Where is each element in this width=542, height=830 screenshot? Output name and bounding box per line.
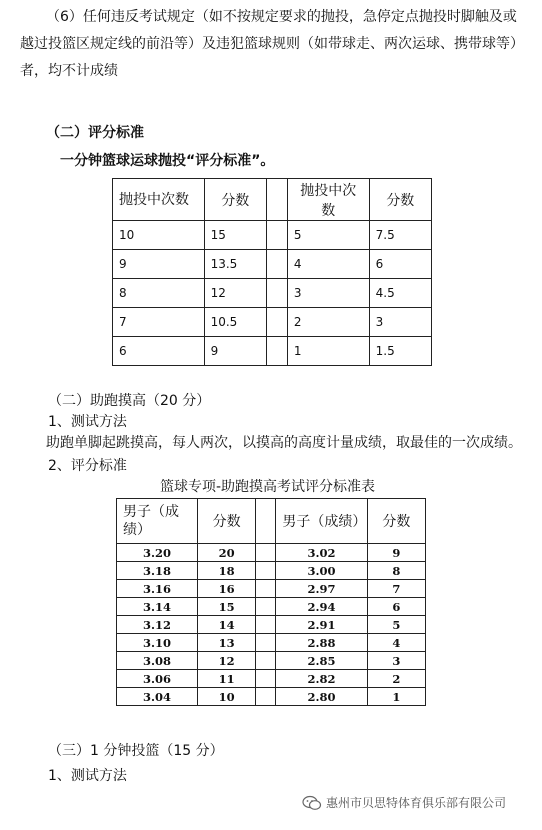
table-cell: 4 (287, 250, 369, 279)
column-gap (256, 616, 276, 634)
table-header: 抛投中次数 (113, 179, 205, 221)
table-cell: 10 (197, 688, 256, 706)
table-cell: 2.82 (276, 670, 367, 688)
table-cell: 11 (197, 670, 256, 688)
scoring-subheading: 一分钟篮球运球抛投“评分标准”。 (60, 153, 275, 169)
table-cell: 1 (287, 337, 369, 366)
jump-method-title: 1、测试方法 (48, 414, 127, 430)
table-cell: 3.08 (117, 652, 198, 670)
table-cell: 10 (113, 221, 205, 250)
table-cell: 12 (197, 652, 256, 670)
table-cell: 2.80 (276, 688, 367, 706)
table-cell: 3.02 (276, 544, 367, 562)
table-cell: 6 (367, 598, 425, 616)
table-cell: 12 (204, 279, 266, 308)
column-gap (267, 308, 288, 337)
wechat-icon (302, 795, 322, 811)
table-cell: 3.12 (117, 616, 198, 634)
table-cell: 15 (197, 598, 256, 616)
table-cell: 13 (197, 634, 256, 652)
table-cell: 3.10 (117, 634, 198, 652)
table-row (113, 279, 432, 308)
table-cell: 14 (197, 616, 256, 634)
jump-heading: （二）助跑摸高（20 分） (48, 393, 211, 409)
table-cell: 5 (287, 221, 369, 250)
column-gap (267, 337, 288, 366)
table-cell: 3.18 (117, 562, 198, 580)
table-cell: 15 (204, 221, 266, 250)
table-cell: 2.88 (276, 634, 367, 652)
table-cell: 8 (113, 279, 205, 308)
table-row (117, 616, 426, 634)
watermark (302, 794, 506, 811)
column-gap (256, 634, 276, 652)
table-cell: 2 (367, 670, 425, 688)
table-cell: 3.06 (117, 670, 198, 688)
table-cell: 7 (367, 580, 425, 598)
table-cell: 2.94 (276, 598, 367, 616)
column-gap (256, 598, 276, 616)
table-row (113, 308, 432, 337)
column-gap (256, 562, 276, 580)
table-header: 抛投中次数 (287, 179, 369, 221)
column-gap (256, 652, 276, 670)
intro-line-3: 者，均不计成绩 (20, 63, 118, 79)
table-cell: 2.85 (276, 652, 367, 670)
shot-heading: （三）1 分钟投篮（15 分） (48, 743, 224, 759)
table-row (117, 688, 426, 706)
throw-score-table (112, 178, 432, 366)
table-cell: 16 (197, 580, 256, 598)
table-row (117, 670, 426, 688)
table-cell: 20 (197, 544, 256, 562)
intro-line-2: 越过投篮区规定线的前沿等）及违犯篮球规则（如带球走、两次运球、携带球等） (20, 36, 524, 52)
column-gap (256, 544, 276, 562)
table-cell: 5 (367, 616, 425, 634)
table-row (117, 580, 426, 598)
table-cell: 9 (113, 250, 205, 279)
table-cell: 3.00 (276, 562, 367, 580)
column-gap (267, 250, 288, 279)
table-cell: 4.5 (369, 279, 431, 308)
column-gap (256, 670, 276, 688)
table-cell: 6 (369, 250, 431, 279)
table-row (117, 562, 426, 580)
table-header: 男子（成绩） (276, 499, 367, 544)
table-cell: 3.20 (117, 544, 198, 562)
table-row (113, 221, 432, 250)
table-row (113, 337, 432, 366)
watermark-text: 惠州市贝思特体育俱乐部有限公司 (326, 796, 507, 810)
table-cell: 3.16 (117, 580, 198, 598)
table-cell: 3 (369, 308, 431, 337)
table-cell: 3 (367, 652, 425, 670)
table-cell: 2.97 (276, 580, 367, 598)
table-cell: 2.91 (276, 616, 367, 634)
table-cell: 9 (367, 544, 425, 562)
jump-method-text: 助跑单脚起跳摸高，每人两次，以摸高的高度计量成绩，取最佳的一次成绩。 (46, 435, 522, 451)
table-row (117, 634, 426, 652)
table-cell: 1.5 (369, 337, 431, 366)
scoring-heading: （二）评分标准 (46, 125, 144, 141)
column-gap (267, 221, 288, 250)
jump-standard-title: 2、评分标准 (48, 458, 127, 474)
table-cell: 9 (204, 337, 266, 366)
table-cell: 7.5 (369, 221, 431, 250)
column-gap (256, 499, 276, 544)
table-cell: 10.5 (204, 308, 266, 337)
table-cell: 2 (287, 308, 369, 337)
intro-line-1: （6）任何违反考试规定（如不按规定要求的抛投，急停定点抛投时脚触及或 (46, 9, 517, 25)
shot-method-title: 1、测试方法 (48, 768, 127, 784)
table-cell: 18 (197, 562, 256, 580)
table-cell: 7 (113, 308, 205, 337)
table-header: 分数 (367, 499, 425, 544)
table-row (117, 544, 426, 562)
column-gap (267, 179, 288, 221)
table-cell: 6 (113, 337, 205, 366)
table-cell: 3 (287, 279, 369, 308)
column-gap (256, 688, 276, 706)
table-row (117, 598, 426, 616)
column-gap (267, 279, 288, 308)
table-cell: 3.14 (117, 598, 198, 616)
table-header: 分数 (204, 179, 266, 221)
table-cell: 8 (367, 562, 425, 580)
table-cell: 1 (367, 688, 425, 706)
table-header: 分数 (369, 179, 431, 221)
column-gap (256, 580, 276, 598)
table-cell: 4 (367, 634, 425, 652)
table-cell: 3.04 (117, 688, 198, 706)
jump-score-table (116, 498, 426, 706)
table-row (117, 652, 426, 670)
jump-table-title: 篮球专项-助跑摸高考试评分标准表 (160, 479, 376, 495)
table-row (113, 250, 432, 279)
table-header: 男子（成绩） (117, 499, 198, 544)
table-cell: 13.5 (204, 250, 266, 279)
table-header: 分数 (197, 499, 256, 544)
